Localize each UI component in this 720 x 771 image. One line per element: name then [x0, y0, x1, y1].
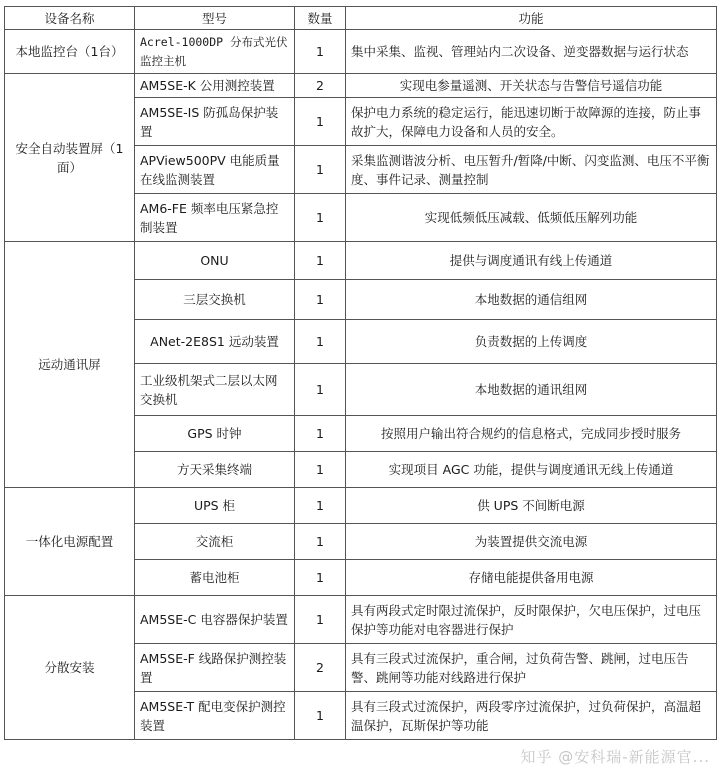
quantity-cell: 1 [295, 488, 346, 524]
model-cell: 交流柜 [135, 524, 295, 560]
model-cell: 方天采集终端 [135, 452, 295, 488]
category-cell: 分散安装 [5, 596, 135, 740]
model-cell: AM5SE-F 线路保护测控装置 [135, 644, 295, 692]
quantity-cell: 2 [295, 74, 346, 98]
quantity-cell: 1 [295, 30, 346, 74]
table-row [5, 488, 717, 524]
function-cell: 按照用户输出符合规约的信息格式，完成同步授时服务 [346, 416, 717, 452]
watermark: 知乎 @安科瑞-新能源官... [520, 748, 710, 766]
quantity-cell: 1 [295, 560, 346, 596]
function-cell: 集中采集、监视、管理站内二次设备、逆变器数据与运行状态 [346, 30, 717, 74]
model-cell: AM5SE-IS 防孤岛保护装置 [135, 98, 295, 146]
quantity-cell: 1 [295, 416, 346, 452]
table-row [5, 30, 717, 74]
header-quantity: 数量 [295, 7, 346, 30]
model-cell: 三层交换机 [135, 280, 295, 320]
function-cell: 具有三段式过流保护，重合闸，过负荷告警、跳闸，过电压告警、跳闸等功能对线路进行保护 [346, 644, 717, 692]
function-cell: 实现项目 AGC 功能，提供与调度通讯无线上传通道 [346, 452, 717, 488]
model-cell: GPS 时钟 [135, 416, 295, 452]
equipment-table [4, 6, 717, 740]
quantity-cell: 1 [295, 194, 346, 242]
function-cell: 提供与调度通讯有线上传通道 [346, 242, 717, 280]
quantity-cell: 1 [295, 280, 346, 320]
function-cell: 本地数据的通信组网 [346, 280, 717, 320]
quantity-cell: 1 [295, 320, 346, 364]
category-cell: 安全自动装置屏（1面） [5, 74, 135, 242]
quantity-cell: 2 [295, 644, 346, 692]
model-cell: AM5SE-C 电容器保护装置 [135, 596, 295, 644]
model-cell: ONU [135, 242, 295, 280]
model-cell: UPS 柜 [135, 488, 295, 524]
quantity-cell: 1 [295, 524, 346, 560]
quantity-cell: 1 [295, 364, 346, 416]
function-cell: 供 UPS 不间断电源 [346, 488, 717, 524]
function-cell: 本地数据的通讯组网 [346, 364, 717, 416]
function-cell: 实现电参量遥测、开关状态与告警信号遥信功能 [346, 74, 717, 98]
function-cell: 负责数据的上传调度 [346, 320, 717, 364]
function-cell: 存储电能提供备用电源 [346, 560, 717, 596]
table-row [5, 242, 717, 280]
table-row [5, 74, 717, 98]
model-cell: 工业级机架式二层以太网交换机 [135, 364, 295, 416]
quantity-cell: 1 [295, 146, 346, 194]
category-cell: 一体化电源配置 [5, 488, 135, 596]
header-function: 功能 [346, 7, 717, 30]
function-cell: 实现低频低压减载、低频低压解列功能 [346, 194, 717, 242]
quantity-cell: 1 [295, 242, 346, 280]
category-cell: 本地监控台（1台） [5, 30, 135, 74]
function-cell: 具有三段式过流保护，两段零序过流保护，过负荷保护，高温超温保护，瓦斯保护等功能 [346, 692, 717, 740]
function-cell: 为装置提供交流电源 [346, 524, 717, 560]
model-cell: APView500PV 电能质量在线监测装置 [135, 146, 295, 194]
quantity-cell: 1 [295, 98, 346, 146]
model-cell: 蓄电池柜 [135, 560, 295, 596]
header-model: 型号 [135, 7, 295, 30]
quantity-cell: 1 [295, 596, 346, 644]
header-category: 设备名称 [5, 7, 135, 30]
model-cell: AM5SE-T 配电变保护测控装置 [135, 692, 295, 740]
category-cell: 远动通讯屏 [5, 242, 135, 488]
function-cell: 保护电力系统的稳定运行，能迅速切断于故障源的连接，防止事故扩大，保障电力设备和人员的安全。 [346, 98, 717, 146]
model-cell: Acrel-1000DP 分布式光伏监控主机 [135, 30, 295, 74]
model-cell: AM6-FE 频率电压紧急控制装置 [135, 194, 295, 242]
model-cell: ANet-2E8S1 远动装置 [135, 320, 295, 364]
quantity-cell: 1 [295, 452, 346, 488]
function-cell: 具有两段式定时限过流保护，反时限保护，欠电压保护，过电压保护等功能对电容器进行保护 [346, 596, 717, 644]
quantity-cell: 1 [295, 692, 346, 740]
function-cell: 采集监测谐波分析、电压暂升/暂降/中断、闪变监测、电压不平衡度、事件记录、测量控制 [346, 146, 717, 194]
table-row [5, 596, 717, 644]
model-cell: AM5SE-K 公用测控装置 [135, 74, 295, 98]
table-header-row [5, 7, 717, 30]
